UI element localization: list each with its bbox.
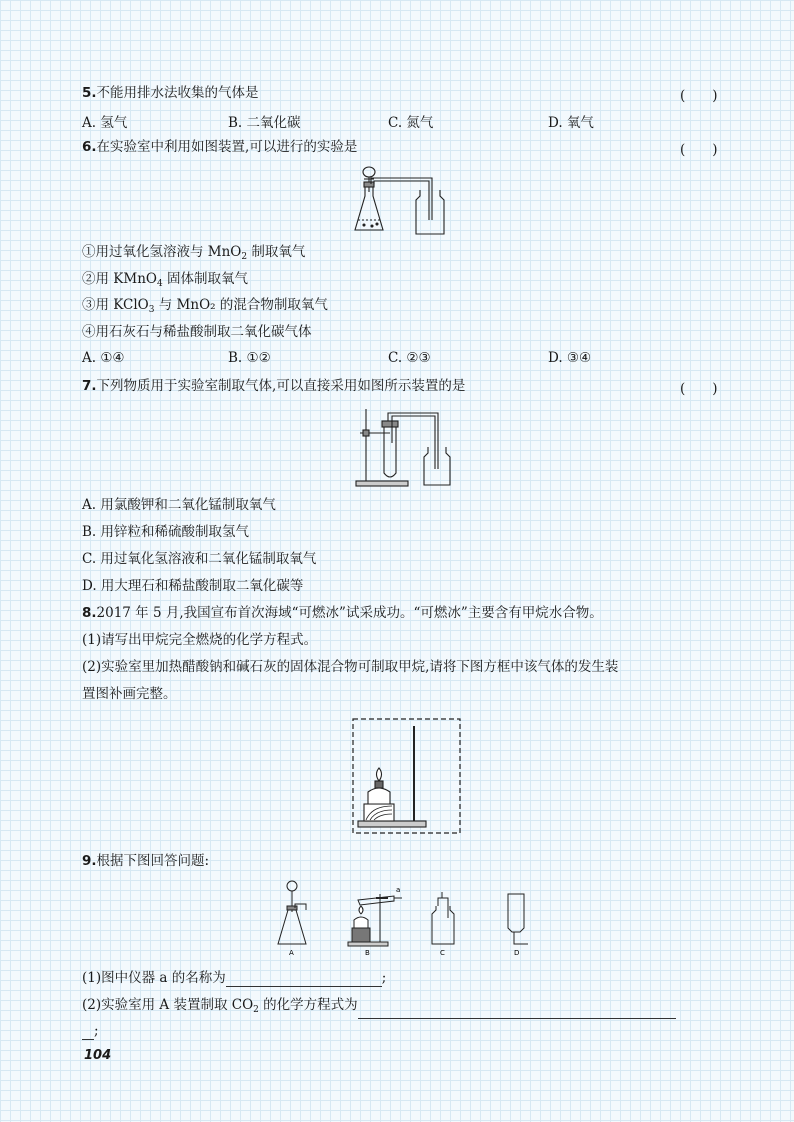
q8-text: 2017 年 5 月,我国宣布首次海域“可燃冰”试采成功。“可燃冰”主要含有甲烷水合物。 bbox=[96, 605, 603, 621]
q9-sub2-blank[interactable] bbox=[358, 1004, 676, 1019]
q6-item-3-text: ③用 KClO bbox=[82, 297, 149, 313]
q6-text: 在实验室中利用如图装置,可以进行的实验是 bbox=[96, 139, 358, 155]
q6-option-b: B. ①② bbox=[228, 350, 271, 366]
q9-label-d: D bbox=[514, 949, 520, 957]
q7-text: 下列物质用于实验室制取气体,可以直接采用如图所示装置的是 bbox=[96, 378, 466, 394]
q5-answer-paren: ( ) bbox=[680, 88, 718, 104]
q6-item-3 bbox=[82, 296, 328, 319]
q6-item-1-text: ①用过氧化氢溶液与 MnO bbox=[82, 244, 242, 260]
q9-text: 根据下图回答问题: bbox=[96, 853, 210, 869]
q6-item-3-sub: 3 bbox=[148, 305, 155, 315]
q5-option-d: D. 氧气 bbox=[548, 115, 594, 131]
q6-item-1 bbox=[82, 243, 305, 266]
q6-item-2-text: ②用 KMnO bbox=[82, 271, 157, 287]
q6-item-2-sub: 4 bbox=[156, 279, 163, 289]
q6-item-3-post: 与 MnO₂ 的混合物制取氧气 bbox=[154, 297, 328, 313]
q9-sub2-continuation bbox=[82, 1022, 99, 1040]
q5-number: 5. bbox=[82, 85, 97, 101]
q6-option-c: C. ②③ bbox=[388, 350, 431, 366]
q9-instrument-a-mark: a bbox=[396, 886, 401, 894]
q7-option-d: D. 用大理石和稀盐酸制取二氧化碳等 bbox=[82, 578, 304, 594]
q9-sub1-end: ; bbox=[381, 970, 387, 986]
q7-answer-paren: ( ) bbox=[680, 381, 718, 397]
q9-sub1-blank[interactable] bbox=[226, 972, 382, 987]
q7-option-b: B. 用锌粒和稀硫酸制取氢气 bbox=[82, 524, 250, 540]
q9-stem bbox=[82, 852, 209, 870]
q6-item-4-text: ④用石灰石与稀盐酸制取二氧化碳气体 bbox=[82, 324, 312, 340]
q8-sub2-line1: (2)实验室里加热醋酸钠和碱石灰的固体混合物可制取甲烷,请将下图方框中该气体的发生装 bbox=[82, 659, 619, 675]
q6-item-2 bbox=[82, 270, 248, 293]
q6-item-1-sub: 2 bbox=[241, 252, 248, 262]
q9-sub2-blank-cont[interactable] bbox=[82, 1025, 94, 1040]
q9-label-a: A bbox=[289, 949, 294, 957]
q9-sub1-text: (1)图中仪器 a 的名称为 bbox=[82, 970, 226, 986]
q6-item-4 bbox=[82, 323, 312, 341]
q6-option-a: A. ①④ bbox=[82, 350, 125, 366]
q9-number: 9. bbox=[82, 853, 97, 869]
q7-apparatus-figure bbox=[354, 403, 458, 489]
q9-sub2-end: ; bbox=[94, 1023, 99, 1039]
page-number: 104 bbox=[84, 1048, 112, 1063]
q5-option-a: A. 氢气 bbox=[82, 115, 128, 131]
q9-apparatus-figure bbox=[272, 878, 542, 958]
q7-option-c: C. 用过氧化氢溶液和二氧化锰制取氧气 bbox=[82, 551, 317, 567]
q5-stem bbox=[82, 84, 259, 102]
q9-sub2-text-post: 的化学方程式为 bbox=[258, 997, 358, 1013]
q6-stem bbox=[82, 138, 357, 156]
q6-item-2-post: 固体制取氧气 bbox=[162, 271, 248, 287]
q8-sub1: (1)请写出甲烷完全燃烧的化学方程式。 bbox=[82, 632, 318, 648]
q7-stem bbox=[82, 377, 465, 395]
q9-label-b: B bbox=[365, 949, 370, 957]
q5-option-b: B. 二氧化碳 bbox=[228, 115, 301, 131]
q7-number: 7. bbox=[82, 378, 97, 394]
q8-stem bbox=[82, 604, 603, 622]
q6-answer-paren: ( ) bbox=[680, 142, 718, 158]
q9-sub2-text: (2)实验室用 A 装置制取 CO bbox=[82, 997, 254, 1013]
q6-number: 6. bbox=[82, 139, 97, 155]
q7-option-a: A. 用氯酸钾和二氧化锰制取氧气 bbox=[82, 497, 276, 513]
q5-option-c: C. 氮气 bbox=[388, 115, 434, 131]
q9-sub1 bbox=[82, 969, 386, 987]
q8-drawing-box bbox=[352, 718, 462, 836]
q6-item-1-post: 制取氧气 bbox=[247, 244, 306, 260]
q9-sub2 bbox=[82, 996, 676, 1019]
q8-sub2-line2: 置图补画完整。 bbox=[82, 686, 177, 702]
q5-text: 不能用排水法收集的气体是 bbox=[96, 85, 259, 101]
q9-label-c: C bbox=[440, 949, 445, 957]
q8-number: 8. bbox=[82, 605, 97, 621]
q6-apparatus-figure bbox=[350, 162, 450, 238]
q9-sub2-subscript: 2 bbox=[253, 1005, 259, 1015]
q6-option-d: D. ③④ bbox=[548, 350, 592, 366]
